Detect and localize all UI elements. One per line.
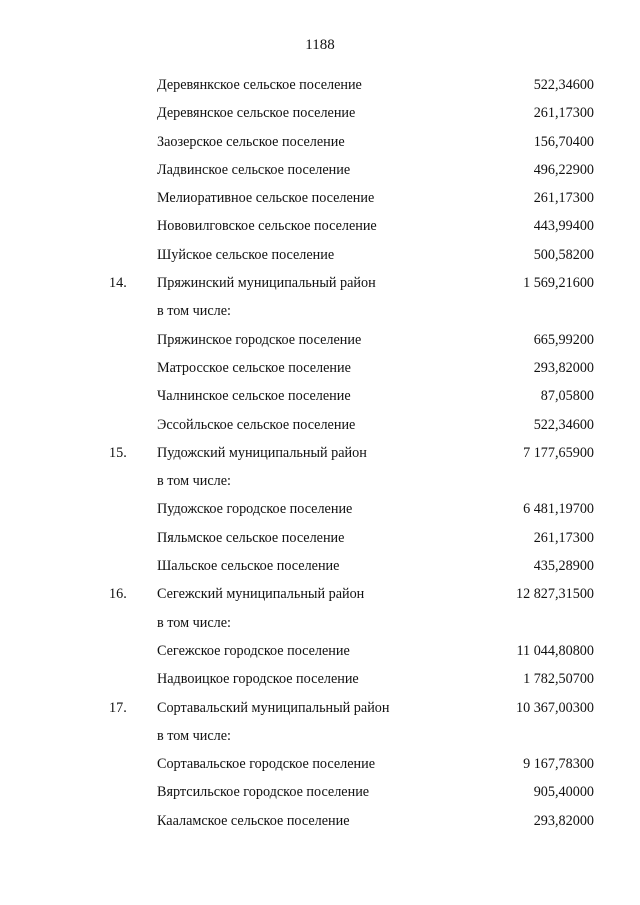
- table-row: [0, 99, 640, 127]
- row-name: в том числе:: [157, 614, 231, 631]
- table-row: [0, 722, 640, 750]
- table-row: [0, 326, 640, 354]
- row-name: Эссойльское сельское поселение: [157, 416, 356, 433]
- allocation-table: [0, 71, 640, 835]
- row-number: 15.: [109, 444, 127, 461]
- table-row: [0, 524, 640, 552]
- row-number: 16.: [109, 586, 127, 603]
- table-row: [0, 382, 640, 410]
- row-name: Кааламское сельское поселение: [157, 812, 350, 829]
- row-name: Надвоицкое городское поселение: [157, 671, 359, 688]
- table-row: [0, 439, 640, 467]
- row-name: Мелиоративное сельское поселение: [157, 190, 375, 207]
- table-row: [0, 637, 640, 665]
- table-row: [0, 71, 640, 99]
- row-name: Пудожский муниципальный район: [157, 444, 367, 461]
- row-name: Сортавальский муниципальный район: [157, 699, 390, 716]
- row-value: 10 367,00300: [515, 699, 594, 716]
- row-value: 500,58200: [533, 246, 594, 263]
- row-name: Ладвинское сельское поселение: [157, 161, 351, 178]
- row-value: 156,70400: [533, 133, 594, 150]
- row-name: Пяльмское сельское поселение: [157, 529, 345, 546]
- table-row: [0, 807, 640, 835]
- table-row: [0, 694, 640, 722]
- row-name: Пряжинское городское поселение: [157, 331, 362, 348]
- row-value: 261,17300: [533, 105, 594, 122]
- table-row: [0, 269, 640, 297]
- table-row: [0, 778, 640, 806]
- table-row: [0, 212, 640, 240]
- row-name: Вяртсильское городское поселение: [157, 784, 370, 801]
- row-value: 665,99200: [533, 331, 594, 348]
- row-value: 261,17300: [533, 529, 594, 546]
- table-row: [0, 552, 640, 580]
- row-value: 261,17300: [533, 190, 594, 207]
- table-row: [0, 411, 640, 439]
- table-row: [0, 665, 640, 693]
- row-name: Чалнинское сельское поселение: [157, 388, 351, 405]
- row-value: 6 481,19700: [523, 501, 594, 518]
- row-number: 17.: [109, 699, 127, 716]
- table-row: [0, 354, 640, 382]
- row-value: 905,40000: [533, 784, 594, 801]
- row-name: Нововилговское сельское поселение: [157, 218, 377, 235]
- page-number: 1188: [305, 37, 335, 53]
- table-row: [0, 495, 640, 523]
- row-value: 443,99400: [533, 218, 594, 235]
- row-name: Деревянкское сельское поселение: [157, 77, 362, 93]
- table-row: [0, 128, 640, 156]
- row-value: 522,34600: [533, 416, 594, 433]
- row-name: Деревянское сельское поселение: [157, 105, 356, 122]
- row-value: 293,82000: [533, 812, 594, 829]
- row-number: 14.: [109, 275, 127, 292]
- row-name: Сортавальское городское поселение: [157, 756, 375, 773]
- row-value: 7 177,65900: [523, 444, 594, 461]
- row-value: 435,28900: [533, 558, 594, 575]
- table-row: [0, 580, 640, 608]
- table-row: [0, 241, 640, 269]
- row-value: 87,05800: [540, 388, 594, 405]
- row-value: 496,22900: [533, 161, 594, 178]
- row-name: Сегежский муниципальный район: [157, 586, 365, 603]
- row-value: 12 827,31500: [515, 586, 594, 603]
- row-name: в том числе:: [157, 473, 231, 490]
- row-name: Пудожское городское поселение: [157, 501, 353, 518]
- table-row: [0, 467, 640, 495]
- row-value: 1 782,50700: [523, 671, 594, 688]
- row-name: Сегежское городское поселение: [157, 642, 350, 659]
- row-value: 1 569,21600: [523, 275, 594, 292]
- table-row: [0, 297, 640, 325]
- table-row: [0, 609, 640, 637]
- row-value: 11 044,80800: [516, 642, 594, 659]
- row-name: Шуйское сельское поселение: [157, 246, 335, 263]
- row-name: Заозерское сельское поселение: [157, 133, 345, 150]
- table-row: [0, 750, 640, 778]
- table-row: [0, 184, 640, 212]
- table-row: [0, 156, 640, 184]
- row-name: Шальское сельское поселение: [157, 558, 340, 575]
- row-name: Пряжинский муниципальный район: [157, 275, 376, 292]
- row-value: 522,34600: [533, 77, 594, 93]
- row-value: 9 167,78300: [523, 756, 594, 773]
- row-value: 293,82000: [533, 359, 594, 376]
- row-name: в том числе:: [157, 303, 231, 320]
- row-name: Матросское сельское поселение: [157, 359, 351, 376]
- row-name: в том числе:: [157, 727, 231, 744]
